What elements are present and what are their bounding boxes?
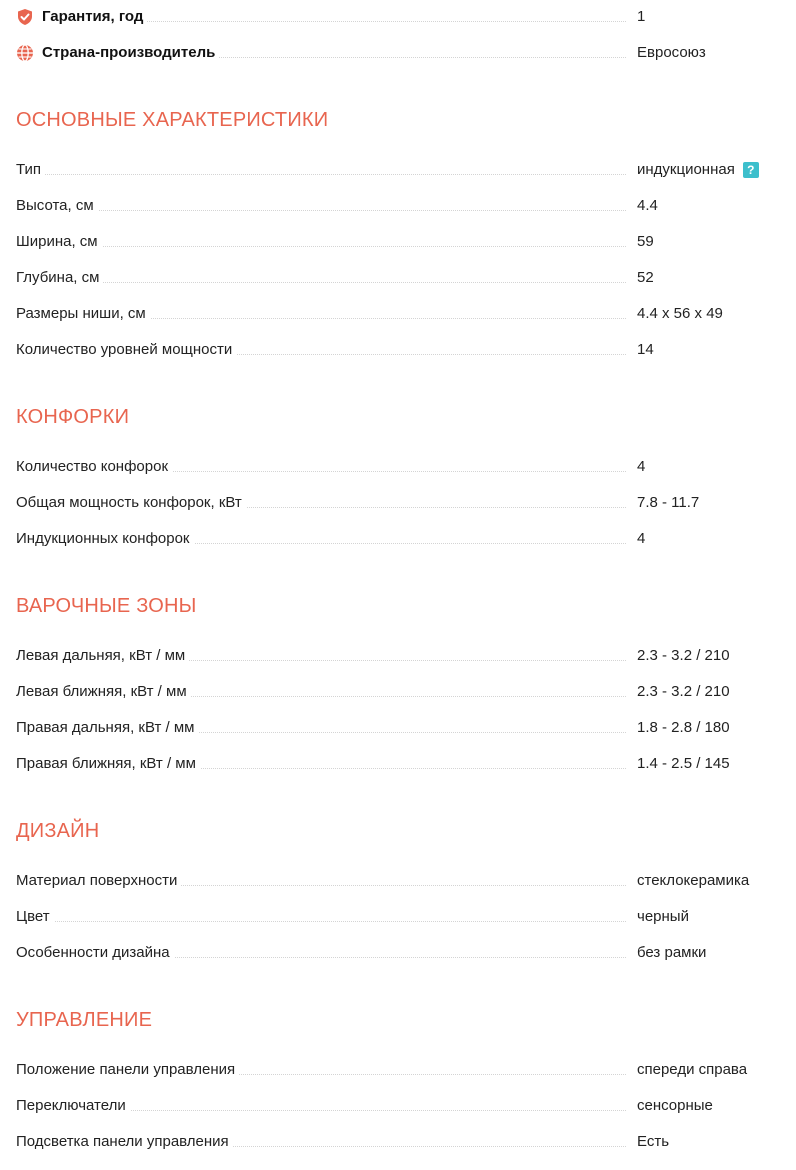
spec-label: Цвет xyxy=(16,906,54,928)
spec-value: 1.4 - 2.5 / 145 xyxy=(637,755,730,772)
spec-label: Левая ближняя, кВт / мм xyxy=(16,681,191,703)
spec-label: Особенности дизайна xyxy=(16,942,174,964)
spec-label: Гарантия, год xyxy=(42,8,144,25)
spec-value: 7.8 - 11.7 xyxy=(637,494,700,511)
spec-label: Количество конфорок xyxy=(16,456,172,478)
spec-label: Правая ближняя, кВт / мм xyxy=(16,753,200,775)
section-title-design: ДИЗАЙН xyxy=(16,820,100,842)
spec-value: 2.3 - 3.2 / 210 xyxy=(637,683,730,700)
spec-row-country xyxy=(16,42,780,64)
spec-row xyxy=(16,339,780,361)
spec-label: Высота, см xyxy=(16,195,98,217)
dotted-leader xyxy=(16,921,626,922)
spec-row xyxy=(16,942,780,964)
spec-value: сенсорные xyxy=(637,1097,713,1114)
spec-label: Общая мощность конфорок, кВт xyxy=(16,492,246,514)
shield-check-icon xyxy=(16,8,34,26)
spec-row xyxy=(16,1131,780,1153)
spec-label: Правая дальняя, кВт / мм xyxy=(16,717,199,739)
spec-row xyxy=(16,717,780,739)
spec-label: Тип xyxy=(16,159,45,181)
help-icon[interactable]: ? xyxy=(743,162,759,178)
spec-row xyxy=(16,195,780,217)
spec-row xyxy=(16,456,780,478)
dotted-leader xyxy=(16,210,626,211)
spec-value: спереди справа xyxy=(637,1061,748,1078)
globe-icon xyxy=(16,44,34,62)
spec-row xyxy=(16,753,780,775)
spec-row xyxy=(16,1095,780,1117)
spec-value: стеклокерамика xyxy=(637,872,750,889)
section-title-burners: КОНФОРКИ xyxy=(16,406,130,428)
spec-row xyxy=(16,1059,780,1081)
spec-row xyxy=(16,870,780,892)
spec-value: без рамки xyxy=(637,944,707,961)
spec-row-warranty xyxy=(16,6,780,28)
spec-value: индукционная xyxy=(637,161,735,178)
dotted-leader xyxy=(16,282,626,283)
spec-value: 4 xyxy=(637,458,646,475)
spec-label: Переключатели xyxy=(16,1095,130,1117)
spec-value: 4.4 xyxy=(637,197,658,214)
spec-value: 52 xyxy=(637,269,654,286)
spec-row xyxy=(16,906,780,928)
spec-row xyxy=(16,528,780,550)
section-title-control: УПРАВЛЕНИЕ xyxy=(16,1009,153,1031)
spec-label: Левая дальняя, кВт / мм xyxy=(16,645,189,667)
section-title-main: ОСНОВНЫЕ ХАРАКТЕРИСТИКИ xyxy=(16,109,329,131)
dotted-leader xyxy=(16,174,626,175)
spec-row xyxy=(16,303,780,325)
spec-label: Страна-производитель xyxy=(42,44,216,61)
spec-label: Материал поверхности xyxy=(16,870,181,892)
spec-row xyxy=(16,492,780,514)
spec-value: 1 xyxy=(637,8,646,25)
spec-row xyxy=(16,159,780,181)
spec-value: 2.3 - 3.2 / 210 xyxy=(637,647,730,664)
spec-value: Есть xyxy=(637,1133,670,1150)
spec-label: Глубина, см xyxy=(16,267,103,289)
dotted-leader xyxy=(16,246,626,247)
spec-label: Подсветка панели управления xyxy=(16,1131,233,1153)
spec-row xyxy=(16,645,780,667)
spec-row xyxy=(16,231,780,253)
spec-value: 1.8 - 2.8 / 180 xyxy=(637,719,730,736)
spec-label: Количество уровней мощности xyxy=(16,339,236,361)
spec-value: 59 xyxy=(637,233,654,250)
spec-label: Индукционных конфорок xyxy=(16,528,194,550)
spec-value: черный xyxy=(637,908,689,925)
spec-value: 4 xyxy=(637,530,646,547)
spec-value: 4.4 x 56 x 49 xyxy=(637,305,723,322)
spec-row xyxy=(16,267,780,289)
spec-value: 14 xyxy=(637,341,654,358)
spec-value: Евросоюз xyxy=(637,44,706,61)
spec-label: Положение панели управления xyxy=(16,1059,239,1081)
spec-label: Ширина, см xyxy=(16,231,102,253)
section-title-zones: ВАРОЧНЫЕ ЗОНЫ xyxy=(16,595,197,617)
spec-row xyxy=(16,681,780,703)
spec-label: Размеры ниши, см xyxy=(16,303,150,325)
